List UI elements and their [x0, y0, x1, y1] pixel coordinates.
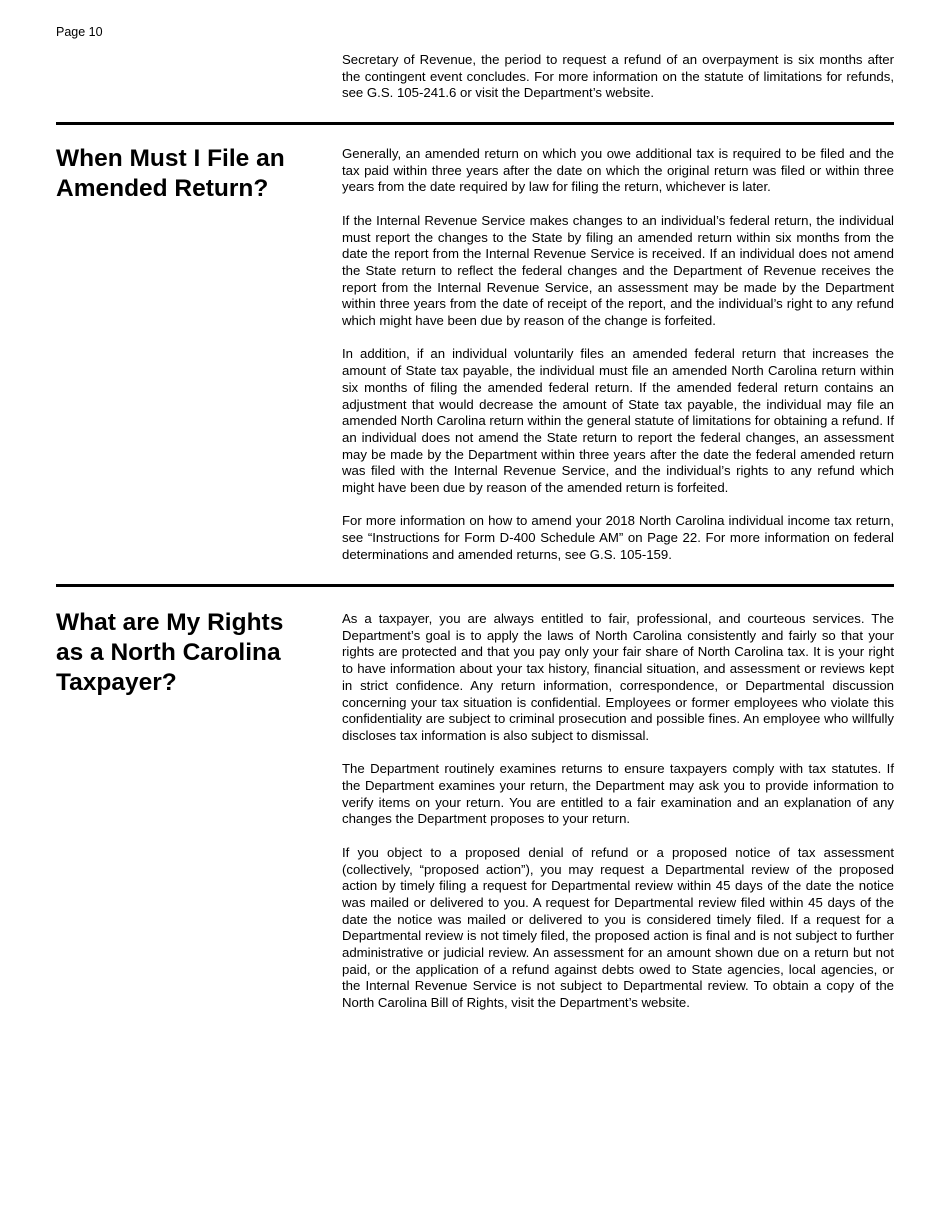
paragraph: In addition, if an individual voluntarily files an amended federal return that increases the amount of State tax payable, the individual must file an amended North Carolina return within six months of filing the amended federal return. If the amended federal return contains an adjustment that would decrease the amount of State tax payable, the individual may file an amended North Carolina return within the general statute of limitations for obtaining a refund. If an individual does not amend the State return to report the federal changes, an assessment may be made by the Department within three years after the date the federal amended return was filed with the Internal Revenue Service, and the individual’s rights to any refund which might have been due by reason of the amended return is forfeited. — [342, 346, 894, 496]
paragraph: The Department routinely examines returns to ensure taxpayers comply with tax statutes. If the Department examines your return, the Department may ask you to provide information to verify items on your return. You are entitled to a fair examination and an explanation of any changes the Department proposes to your return. — [342, 761, 894, 827]
paragraph: If the Internal Revenue Service makes changes to an individual’s federal return, the individual must report the changes to the State by filing an amended return within six months from the date the report from the Internal Revenue Service is received. If an individual does not amend the State return to reflect the federal changes and the Department of Revenue receives the report from the Internal Revenue Service, an assessment may be made by the Department within three years from the date of receipt of the report, and the individual’s right to any refund which might have been due by reason of the change is forfeited. — [342, 212, 894, 329]
section-body-amended-return — [342, 146, 894, 580]
section-body-taxpayer-rights — [342, 611, 894, 1029]
paragraph: Generally, an amended return on which you owe additional tax is required to be filed and the tax paid within three years after the date on which the original return was filed or within three years from the date required by law for filing the return, whichever is later. — [342, 146, 894, 195]
section-heading-taxpayer-rights: What are My Rights as a North Carolina Taxpayer? — [56, 609, 284, 696]
section-divider — [56, 584, 894, 587]
paragraph: For more information on how to amend your 2018 North Carolina individual income tax return, see “Instructions for Form D-400 Schedule AM” on Page 22. For more information on federal determinations and amended returns, see G.S. 105-159. — [342, 513, 894, 562]
section-divider — [56, 122, 894, 125]
intro-continuation — [342, 52, 894, 119]
section-heading-amended-return: When Must I File an Amended Return? — [56, 145, 285, 202]
page-number: Page 10 — [56, 25, 103, 39]
intro-paragraph: Secretary of Revenue, the period to request a refund of an overpayment is six months after the contingent event concludes. For more information on the statute of limitations for refunds, see G.S. 105-241.6 or visit the Department’s website. — [342, 52, 894, 101]
paragraph: If you object to a proposed denial of refund or a proposed notice of tax assessment (collectively, “proposed action”), you may request a Departmental review of the proposed action by timely filing a request for Departmental review within 45 days of the date the notice was mailed or delivered to you. A request for Departmental review filed within 45 days of the date the notice was mailed or delivered to you is considered timely filed. If a request for a Departmental review is not timely filed, the proposed action is final and is not subject to further administrative or judicial review. An assessment for an amount shown due on a return but not paid, or the application of a refund against debts owed to State agencies, local agencies, or the Internal Revenue Service is not subject to Departmental review. To obtain a copy of the North Carolina Bill of Rights, visit the Department’s website. — [342, 844, 894, 1011]
paragraph: As a taxpayer, you are always entitled to fair, professional, and courteous services. The Department’s goal is to apply the laws of North Carolina consistently and fairly so that your rights are protected and that you pay only your fair share of North Carolina tax. It is your right to have information about your tax history, financial situation, and assessment or reviews kept in strict confidence. Any return information, correspondence, or Departmental discussion concerning your tax situation is confidential. Employees or former employees who violate this confidentiality are subject to criminal prosecution and possible fines. An employee who willfully discloses tax information is also subject to dismissal. — [342, 611, 894, 743]
